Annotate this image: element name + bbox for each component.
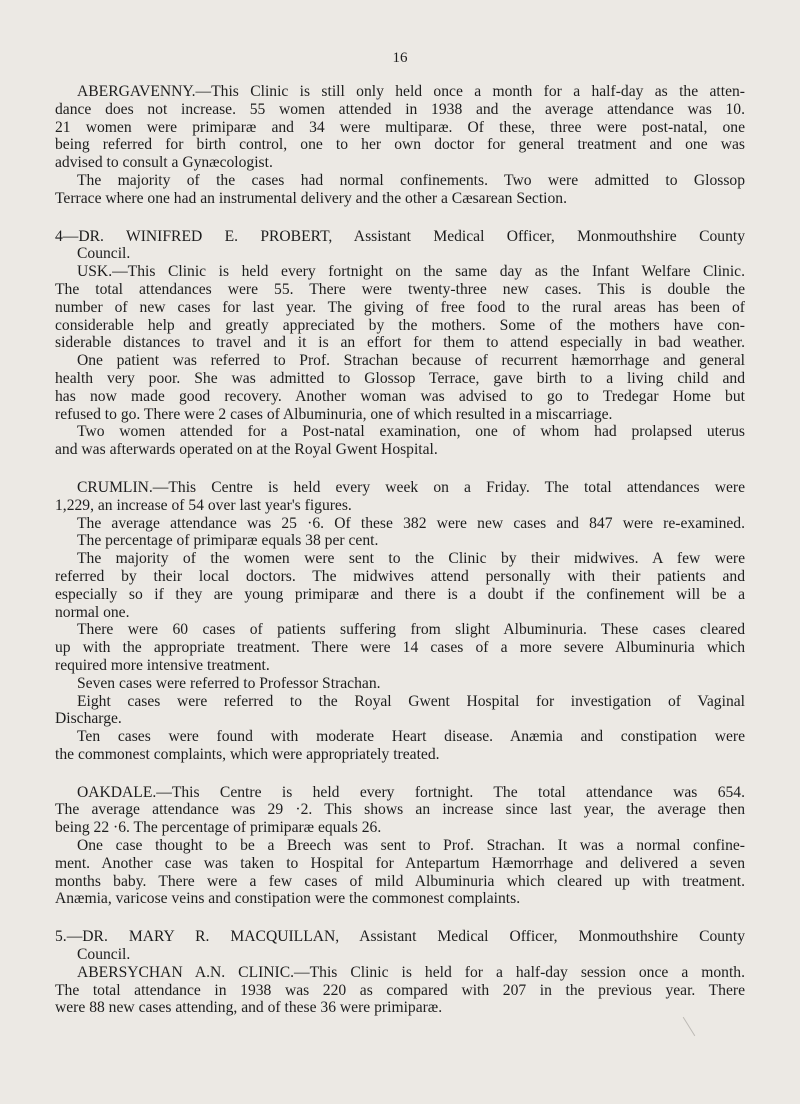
text-line: There were 60 cases of patients suffering from slight Albuminuria. These cases cleared: [77, 621, 745, 639]
text-line: The total attendances were 55. There were twenty-three new cases. This is double the: [55, 280, 745, 298]
section-crumlin: [55, 479, 745, 764]
text-line: Seven cases were referred to Professor Strachan.: [77, 674, 381, 692]
text-line: siderable distances to travel and it is an effort for them to attend especially in bad weather.: [55, 334, 745, 352]
text-line: The percentage of primiparæ equals 38 per cent.: [77, 532, 379, 550]
text-line: 21 women were primiparæ and 34 were multiparæ. Of these, three were post-natal, one: [55, 118, 745, 136]
text-line: The majority of the women were sent to the Clinic by their midwives. A few were: [77, 550, 745, 568]
text-line: health very poor. She was admitted to Glossop Terrace, gave birth to a living child and: [55, 369, 745, 387]
section-abergavenny: [55, 83, 745, 208]
text-line: considerable help and greatly appreciated by the mothers. Some of the mothers have con-: [55, 316, 745, 334]
heading-line: Council.: [77, 946, 131, 964]
text-line: especially so if they are young primiparæ and there is a doubt if the confinement will be a: [55, 585, 745, 603]
pencil-mark: [683, 1017, 696, 1036]
heading-line: 5.—DR. MARY R. MACQUILLAN, Assistant Medical Officer, Monmouthshire County: [55, 928, 745, 946]
text-line: The total attendance in 1938 was 220 as compared with 207 in the previous year. There: [55, 981, 745, 999]
section-oakdale: [55, 784, 745, 909]
text-line: were 88 new cases attending, and of these 36 were primiparæ.: [55, 999, 443, 1017]
text-line: CRUMLIN.—This Centre is held every week on a Friday. The total attendances were: [77, 478, 745, 496]
text-line: USK.—This Clinic is held every fortnight on the same day as the Infant Welfare Clinic.: [77, 263, 745, 281]
text-line: referred by their local doctors. The midwives attend personally with their patients and: [55, 567, 745, 585]
text-line: refused to go. There were 2 cases of Albuminuria, one of which resulted in a miscarriage.: [55, 405, 613, 423]
text-line: ABERGAVENNY.—This Clinic is still only held once a month for a half-day as the atten-: [77, 83, 745, 100]
text-line: has now made good recovery. Another woman was advised to go to Tredegar Home but: [55, 387, 745, 405]
text-line: One patient was referred to Prof. Strachan because of recurrent hæmorrhage and general: [77, 352, 745, 370]
text-line: advised to consult a Gynæcologist.: [55, 154, 273, 172]
text-line: The majority of the cases had normal confinements. Two were admitted to Glossop: [77, 171, 745, 189]
text-line: 1,229, an increase of 54 over last year's figures.: [55, 496, 352, 514]
text-line: dance does not increase. 55 women attended in 1938 and the average attendance was 10.: [55, 100, 745, 118]
text-line: The average attendance was 29 ·2. This shows an increase since last year, the average then: [55, 801, 745, 819]
text-line: The average attendance was 25 ·6. Of these 382 were new cases and 847 were re-examined.: [77, 514, 745, 532]
heading-line: 4—DR. WINIFRED E. PROBERT, Assistant Medical Officer, Monmouthshire County: [55, 227, 745, 245]
section-heading-probert: [55, 228, 745, 264]
text-line: OAKDALE.—This Centre is held every fortnight. The total attendance was 654.: [77, 783, 745, 801]
section-abersychan: [55, 964, 745, 1017]
document-body: [55, 83, 745, 1017]
text-line: required more intensive treatment.: [55, 656, 270, 674]
text-line: Eight cases were referred to the Royal Gwent Hospital for investigation of Vaginal: [77, 692, 745, 710]
text-line: Terrace where one had an instrumental delivery and the other a Cæsarean Section.: [55, 189, 567, 207]
text-line: Ten cases were found with moderate Heart disease. Anæmia and constipation were: [77, 728, 745, 746]
section-usk: [55, 263, 745, 459]
text-line: being referred for birth control, one to her own doctor for general treatment and one was: [55, 136, 745, 154]
text-line: Discharge.: [55, 710, 122, 728]
heading-line: Council.: [77, 245, 131, 263]
text-line: number of new cases for last year. The giving of free food to the rural areas has been of: [55, 298, 745, 316]
text-line: One case thought to be a Breech was sent to Prof. Strachan. It was a normal confine-: [77, 837, 745, 855]
text-line: being 22 ·6. The percentage of primiparæ equals 26.: [55, 819, 382, 837]
text-line: up with the appropriate treatment. There were 14 cases of a more severe Albuminuria which: [55, 639, 745, 657]
text-line: normal one.: [55, 603, 130, 621]
text-line: Anæmia, varicose veins and constipation were the commonest complaints.: [55, 890, 521, 908]
text-line: months baby. There were a few cases of mild Albuminuria which cleared up with treatment.: [55, 872, 745, 890]
text-line: and was afterwards operated on at the Royal Gwent Hospital.: [55, 441, 438, 459]
page-number: 16: [392, 50, 408, 66]
text-line: Two women attended for a Post-natal examination, one of whom had prolapsed uterus: [77, 423, 745, 441]
text-line: ment. Another case was taken to Hospital for Antepartum Hæmorrhage and delivered a seven: [55, 854, 745, 872]
text-line: the commonest complaints, which were appropriately treated.: [55, 745, 440, 763]
section-heading-macquillan: [55, 928, 745, 964]
text-line: ABERSYCHAN A.N. CLINIC.—This Clinic is held for a half-day session once a month.: [77, 963, 745, 981]
